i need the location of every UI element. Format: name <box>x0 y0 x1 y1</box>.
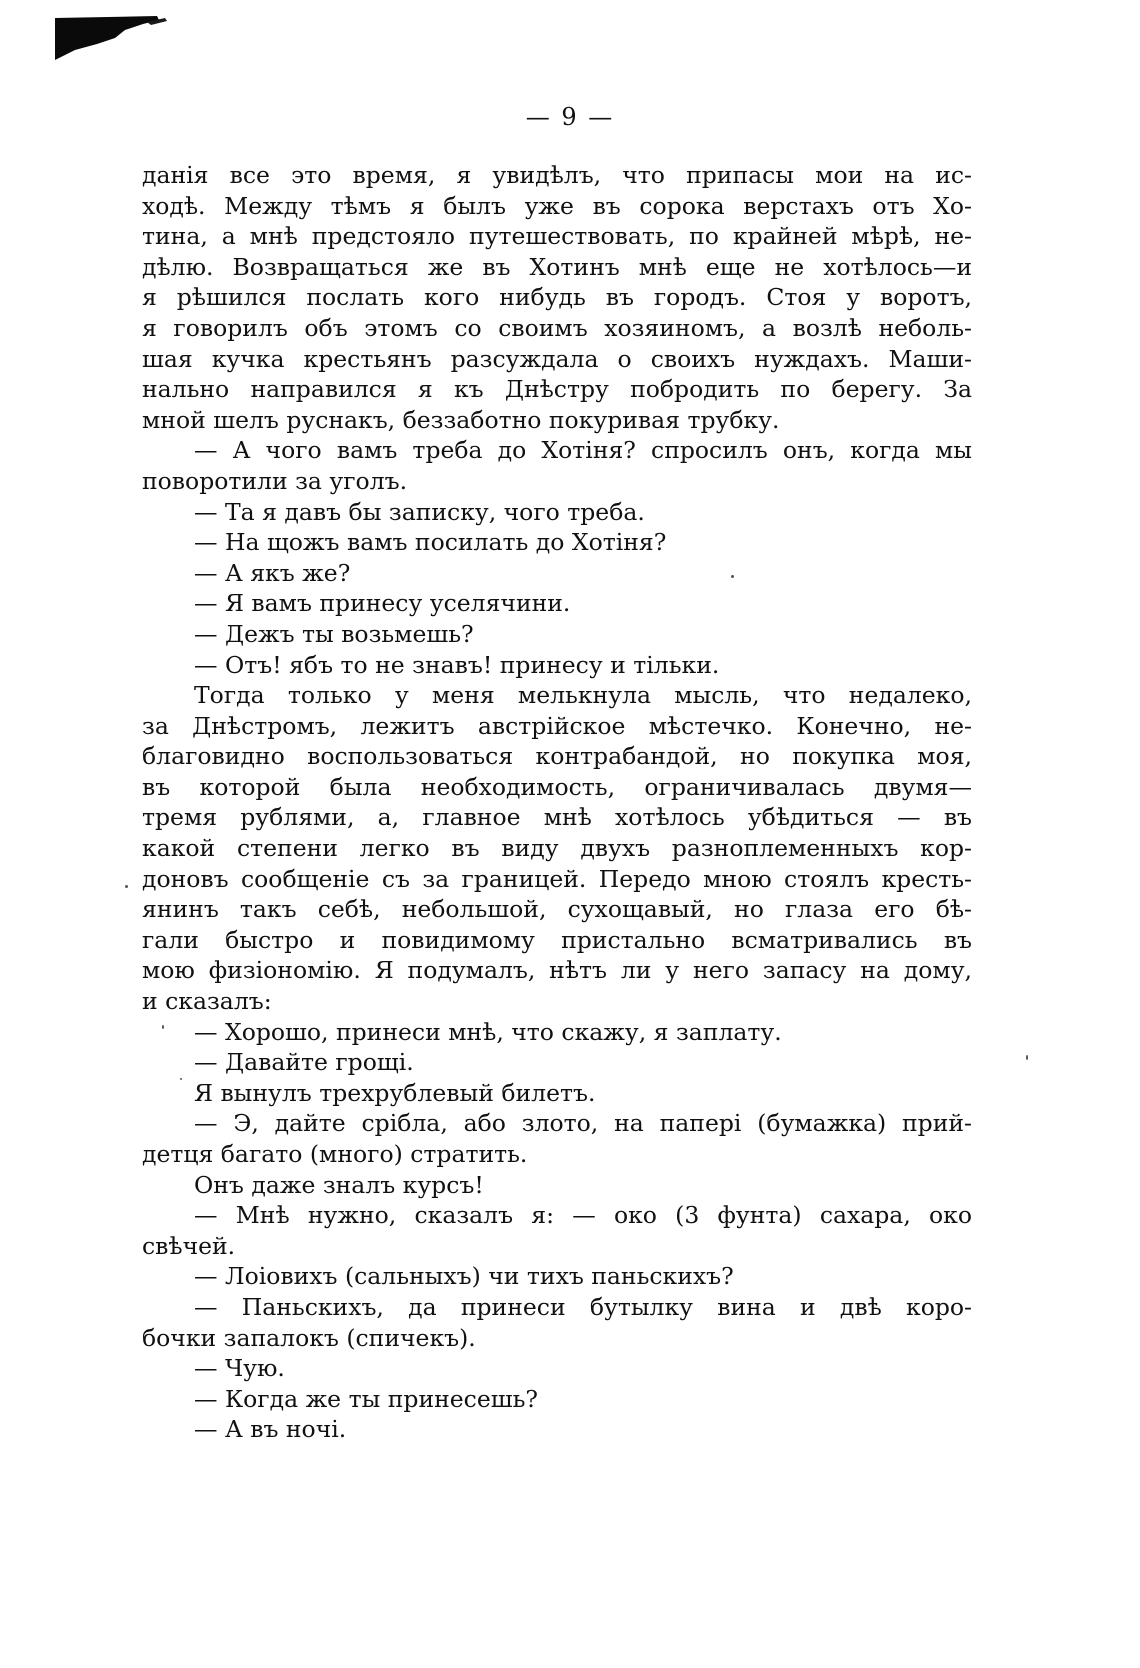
text-line: — Я вамъ принесу уселячини. <box>194 589 571 618</box>
text-line: — Отъ! ябъ то не знавъ! принесу и тільки. <box>194 650 720 679</box>
text-line: доновъ сообщеніе съ за границей. Передо мною стоялъ кресть- <box>142 864 972 893</box>
text-line: поворотили за уголъ. <box>142 466 408 495</box>
text-line: въ которой была необходимость, ограничивалась двумя— <box>142 772 972 801</box>
text-line: нально направился я къ Днѣстру побродить по берегу. За <box>142 375 972 404</box>
scan-speck <box>1026 1055 1028 1060</box>
text-line: Я вынулъ трехрублевый билетъ. <box>194 1078 596 1107</box>
text-line: — На щожъ вамъ посилать до Хотіня? <box>194 528 667 557</box>
text-line: Онъ даже зналъ курсъ! <box>194 1170 484 1199</box>
text-line: я говорилъ объ этомъ со своимъ хозяиномъ, а возлѣ неболь- <box>142 313 972 342</box>
page-number: — 9 — <box>525 103 615 131</box>
text-line: — Э, дайте срібла, або злото, на папері (бумажка) прий- <box>194 1109 972 1138</box>
scan-speck <box>162 1025 164 1029</box>
text-line: тина, а мнѣ предстояло путешествовать, по крайней мѣрѣ, не- <box>142 222 972 251</box>
text-line: — А чого вамъ треба до Хотіня? спросилъ онъ, когда мы <box>194 436 972 465</box>
text-line: дѣлю. Возвращаться же въ Хотинъ мнѣ еще не хотѣлось—и <box>142 252 972 281</box>
text-line: данія все это время, я увидѣлъ, что припасы мои на ис- <box>142 161 972 189</box>
text-line: гали быстро и повидимому пристально всматривались въ <box>142 925 972 954</box>
text-line: за Днѣстромъ, лежитъ австрійское мѣстечко. Конечно, не- <box>142 711 972 740</box>
text-line: — Давайте грощі. <box>194 1048 414 1077</box>
text-line: мной шелъ руснакъ, беззаботно покуривая трубку. <box>142 405 780 434</box>
text-line: — Лоіовихъ (сальныхъ) чи тихъ паньскихъ? <box>194 1262 734 1291</box>
text-line: — Мнѣ нужно, сказалъ я: — око (3 фунта) сахара, око <box>194 1201 972 1230</box>
text-line: шая кучка крестьянъ разсуждала о своихъ нуждахъ. Маши- <box>142 344 972 373</box>
text-line: — Та я давъ бы записку, чого треба. <box>194 497 645 526</box>
scan-speck <box>180 1078 182 1080</box>
scan-blot-mark <box>55 16 170 66</box>
body-text <box>142 160 972 1445</box>
text-line: тремя рублями, а, главное мнѣ хотѣлось убѣдиться — въ <box>142 803 972 832</box>
text-line: — Когда же ты принесешь? <box>194 1384 538 1413</box>
text-line: свѣчей. <box>142 1231 236 1260</box>
text-line: ходѣ. Между тѣмъ я былъ уже въ сорока верстахъ отъ Хо- <box>142 191 972 220</box>
text-line: благовидно воспользоваться контрабандой, но покупка моя, <box>142 742 972 771</box>
text-line: — А въ ночі. <box>194 1415 347 1444</box>
text-line: янинъ такъ себѣ, небольшой, сухощавый, но глаза его бѣ- <box>142 895 972 924</box>
text-line: бочки запалокъ (спичекъ). <box>142 1323 476 1352</box>
text-line: какой степени легко въ виду двухъ разноплеменныхъ кор- <box>142 834 972 863</box>
text-line: — Паньскихъ, да принеси бутылку вина и двѣ коро- <box>194 1292 972 1321</box>
text-line: и сказалъ: <box>142 987 272 1016</box>
text-line: — А якъ же? <box>194 558 351 587</box>
text-line: — Хорошо, принеси мнѣ, что скажу, я заплату. <box>194 1017 782 1046</box>
text-line: я рѣшился послать кого нибудь въ городъ. Стоя у воротъ, <box>142 283 972 312</box>
scan-speck <box>125 885 128 888</box>
text-line: Тогда только у меня мелькнула мысль, что недалеко, <box>194 681 972 710</box>
text-line: — Чую. <box>194 1354 285 1383</box>
text-line: мою физіономію. Я подумалъ, нѣтъ ли у него запасу на дому, <box>142 956 972 985</box>
scan-speck <box>731 575 734 578</box>
text-line: — Дежъ ты возьмешь? <box>194 619 474 648</box>
text-line: детця багато (много) стратить. <box>142 1140 528 1168</box>
